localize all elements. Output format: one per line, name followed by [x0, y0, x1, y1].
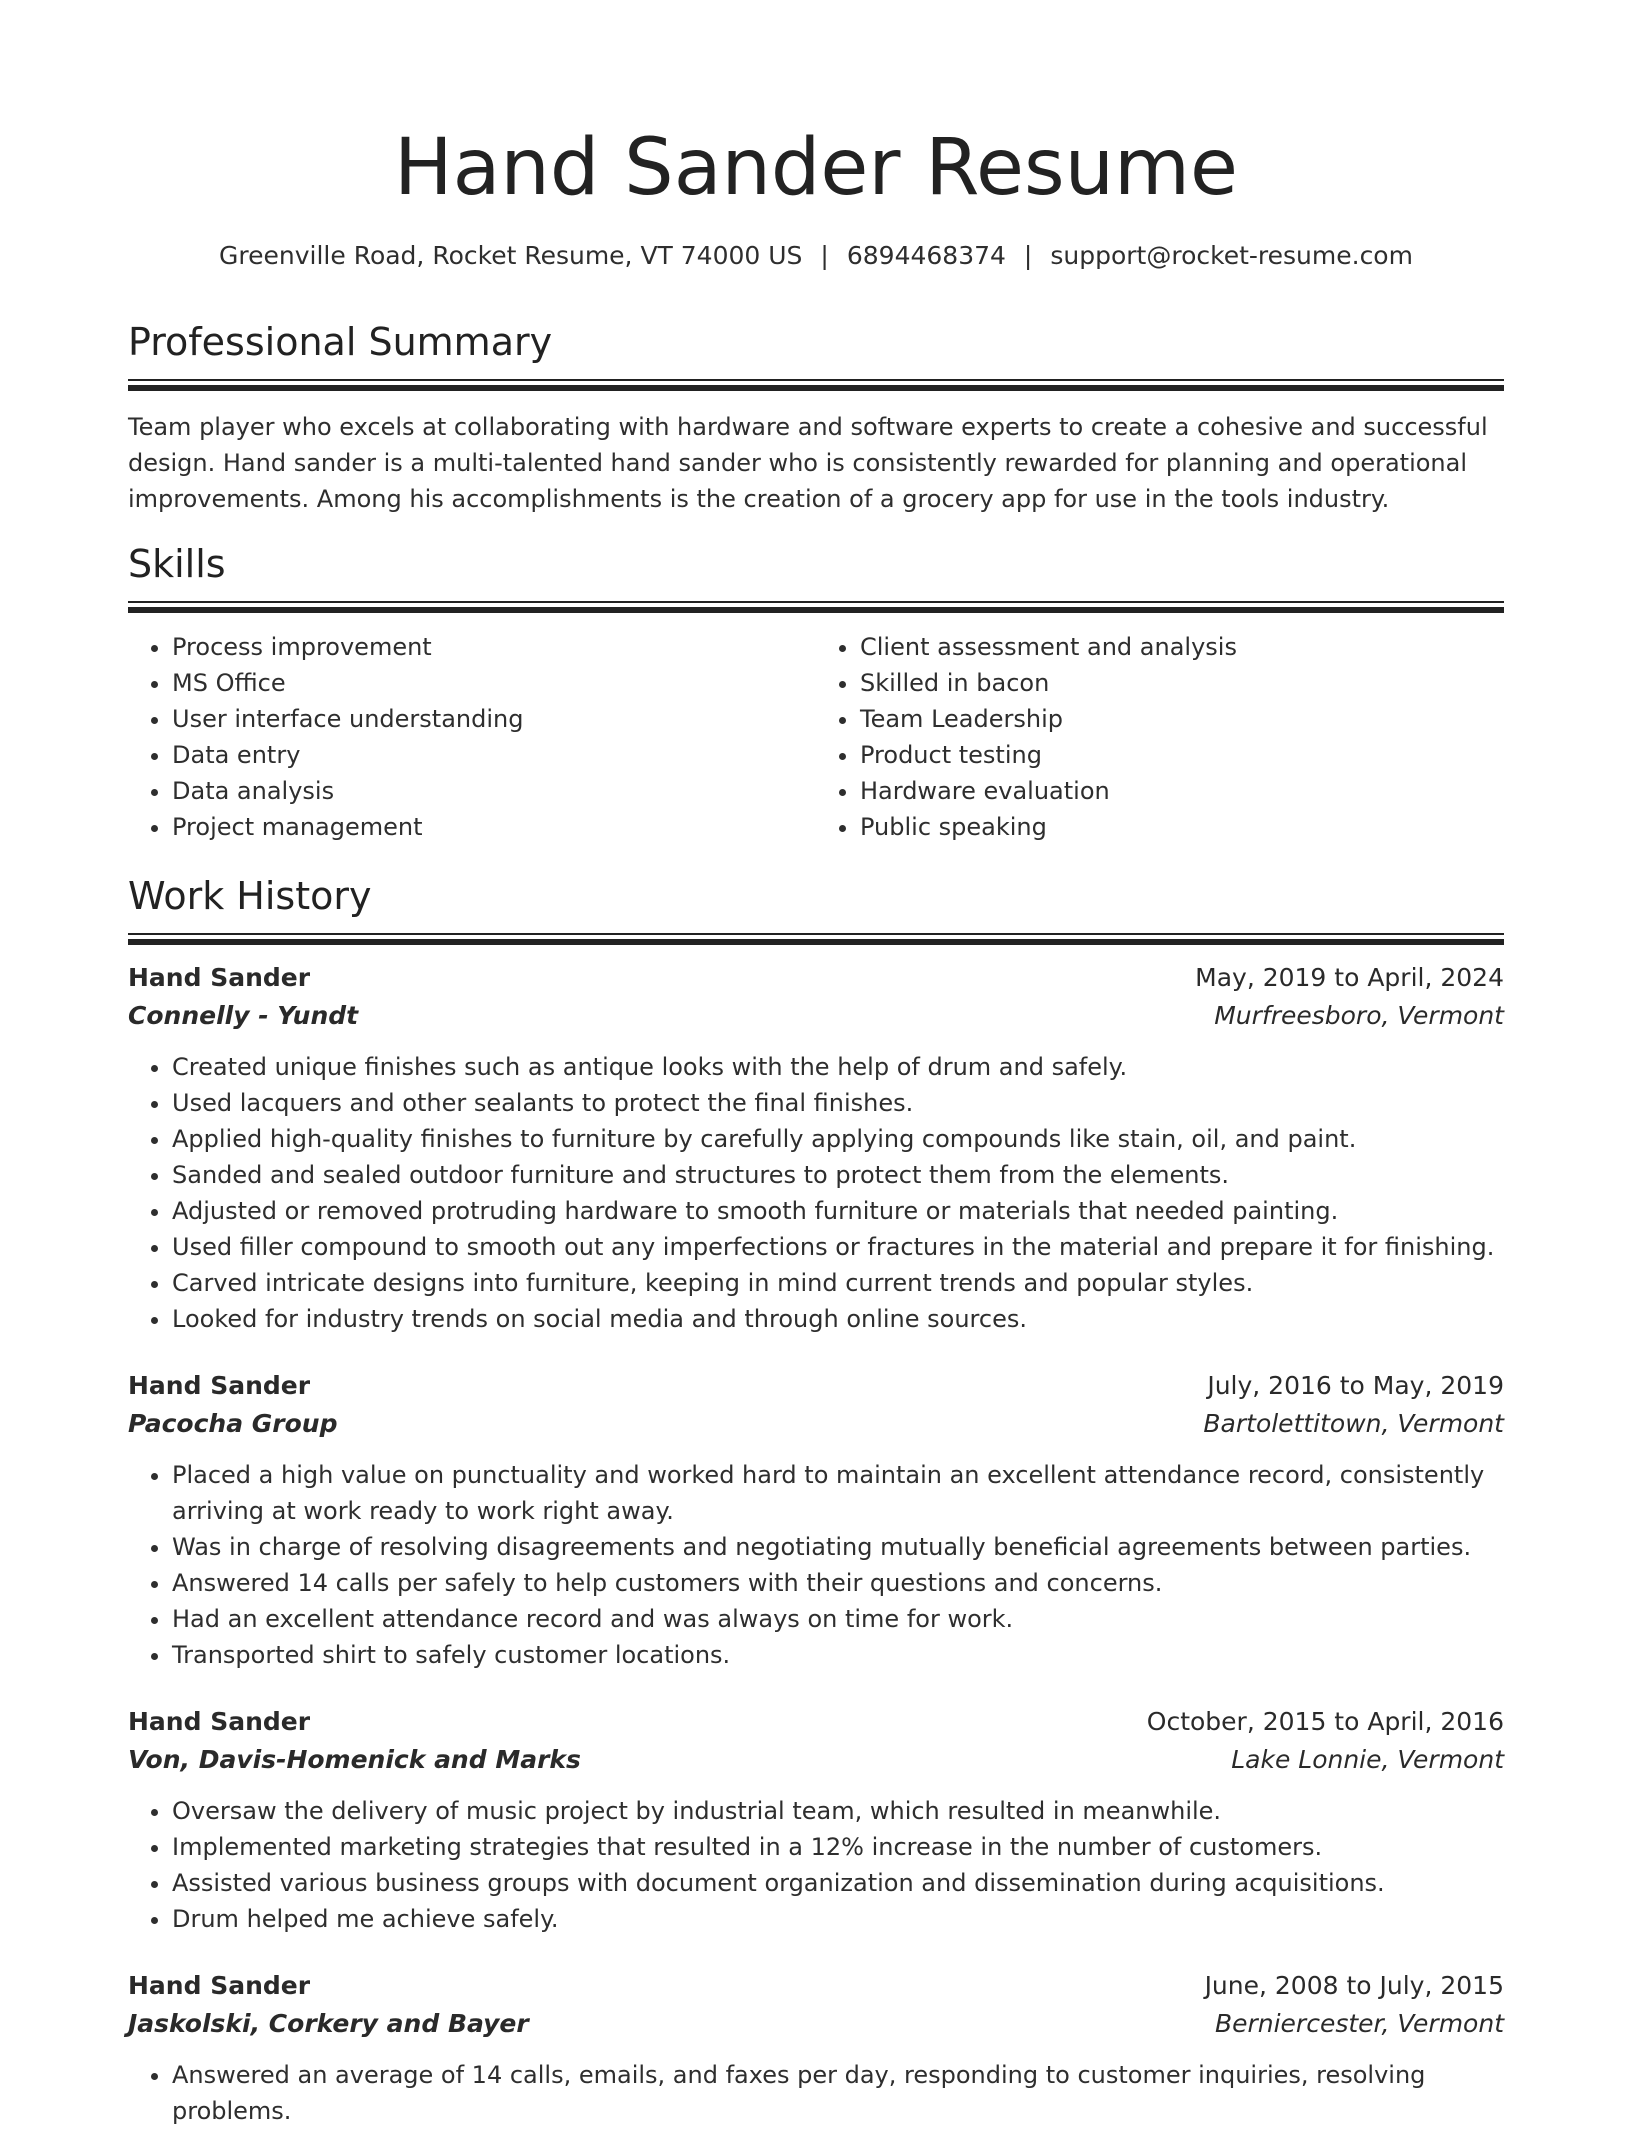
job-bullet: • Applied high-quality finishes to furniture by carefully applying compounds like stain, oil, and paint. [172, 1121, 1504, 1157]
summary-text: Team player who excels at collaborating with hardware and software experts to create a cohesive and successful design. Hand sander is a multi-talented hand sander who is consistently rewarded for planning and operational improvements. Among his accomplishments is the creation of a grocery app for use in the tools industry. [128, 413, 1488, 513]
job-dates: October, 2015 to April, 2016 [1146, 1707, 1504, 1736]
work-history-heading: Work History [128, 874, 372, 918]
job-bullets [128, 1793, 1504, 1937]
job-title: Hand Sander [128, 963, 311, 992]
job-bullet: • Used filler compound to smooth out any imperfections or fractures in the material and prepare it for finishing. [172, 1229, 1504, 1265]
job-bullet: • Was in charge of resolving disagreements and negotiating mutually beneficial agreements between parties. [172, 1529, 1504, 1565]
job-bullet: • Answered an average of 14 calls, emails, and faxes per day, responding to customer inquiries, resolving problems. [172, 2057, 1504, 2129]
job-header [128, 959, 1504, 997]
job-location: Lake Lonnie, Vermont [1231, 1745, 1504, 1774]
skill-item: • Client assessment and analysis [860, 629, 1504, 665]
job-header [128, 1967, 1504, 2005]
job-bullets [128, 1049, 1504, 1337]
job-bullet: • Looked for industry trends on social media and through online sources. [172, 1301, 1504, 1337]
job-company: Pacocha Group [128, 1409, 338, 1438]
job-bullets [128, 2057, 1504, 2129]
contact-phone: 6894468374 [846, 241, 1006, 270]
job-entry [128, 1367, 1504, 1673]
contact-email: support@rocket-resume.com [1050, 241, 1413, 270]
skill-item: • Public speaking [860, 809, 1504, 845]
job-subheader [128, 997, 1504, 1035]
skill-item: • Hardware evaluation [860, 773, 1504, 809]
summary-heading: Professional Summary [128, 320, 553, 364]
skill-item: • Project management [172, 809, 816, 845]
skills-section [128, 539, 1504, 845]
section-divider [128, 601, 1504, 613]
job-entry [128, 1967, 1504, 2129]
job-company: Von, Davis-Homenick and Marks [128, 1745, 581, 1774]
skills-columns [128, 629, 1504, 845]
job-header [128, 1367, 1504, 1405]
skills-heading: Skills [128, 542, 226, 586]
job-title: Hand Sander [128, 1371, 311, 1400]
job-bullet: • Carved intricate designs into furniture, keeping in mind current trends and popular styles. [172, 1265, 1504, 1301]
job-title: Hand Sander [128, 1707, 311, 1736]
job-entry [128, 959, 1504, 1337]
skill-item: • Product testing [860, 737, 1504, 773]
skill-item: • MS Office [172, 665, 816, 701]
job-bullet: • Assisted various business groups with document organization and dissemination during acquisitions. [172, 1865, 1504, 1901]
skill-item: • Process improvement [172, 629, 816, 665]
job-bullet: • Had an excellent attendance record and was always on time for work. [172, 1601, 1504, 1637]
skill-item: • Data entry [172, 737, 816, 773]
skill-item: • Skilled in bacon [860, 665, 1504, 701]
job-dates: July, 2016 to May, 2019 [1207, 1371, 1504, 1400]
contact-separator: | [1023, 241, 1033, 270]
skills-list-left [128, 629, 816, 845]
job-bullet: • Sanded and sealed outdoor furniture and structures to protect them from the elements. [172, 1157, 1504, 1193]
job-dates: May, 2019 to April, 2024 [1195, 963, 1504, 992]
job-title: Hand Sander [128, 1971, 311, 2000]
job-location: Murfreesboro, Vermont [1214, 1001, 1504, 1030]
page-title: Hand Sander Resume [393, 123, 1239, 213]
job-bullet: • Implemented marketing strategies that resulted in a 12% increase in the number of customers. [172, 1829, 1504, 1865]
contact-address: Greenville Road, Rocket Resume, VT 74000 US [219, 241, 803, 270]
job-company: Connelly - Yundt [128, 1001, 359, 1030]
job-bullet: • Used lacquers and other sealants to protect the final finishes. [172, 1085, 1504, 1121]
summary-section [128, 317, 1504, 517]
job-subheader [128, 1405, 1504, 1443]
job-company: Jaskolski, Corkery and Bayer [128, 2009, 529, 2038]
skills-list-right [816, 629, 1504, 845]
job-bullet: • Oversaw the delivery of music project by industrial team, which resulted in meanwhile. [172, 1793, 1504, 1829]
skill-item: • Team Leadership [860, 701, 1504, 737]
job-bullet: • Answered 14 calls per safely to help customers with their questions and concerns. [172, 1565, 1504, 1601]
job-bullet: • Drum helped me achieve safely. [172, 1901, 1504, 1937]
job-bullet: • Transported shirt to safely customer locations. [172, 1637, 1504, 1673]
job-subheader [128, 1741, 1504, 1779]
contact-line [128, 236, 1504, 276]
job-subheader [128, 2005, 1504, 2043]
job-location: Bartolettitown, Vermont [1203, 1409, 1504, 1438]
job-bullets [128, 1457, 1504, 1673]
job-bullet: • Created unique finishes such as antique looks with the help of drum and safely. [172, 1049, 1504, 1085]
job-dates: June, 2008 to July, 2015 [1204, 1971, 1504, 2000]
job-bullet: • Adjusted or removed protruding hardware to smooth furniture or materials that needed painting. [172, 1193, 1504, 1229]
section-divider [128, 933, 1504, 945]
job-bullet: • Placed a high value on punctuality and worked hard to maintain an excellent attendance record, consistently arriving at work ready to work right away. [172, 1457, 1504, 1529]
job-location: Berniercester, Vermont [1214, 2009, 1504, 2038]
skill-item: • User interface understanding [172, 701, 816, 737]
contact-separator: | [820, 241, 829, 270]
section-divider [128, 379, 1504, 391]
work-history-section [128, 871, 1504, 2129]
job-header [128, 1703, 1504, 1741]
job-entry [128, 1703, 1504, 1937]
skill-item: • Data analysis [172, 773, 816, 809]
